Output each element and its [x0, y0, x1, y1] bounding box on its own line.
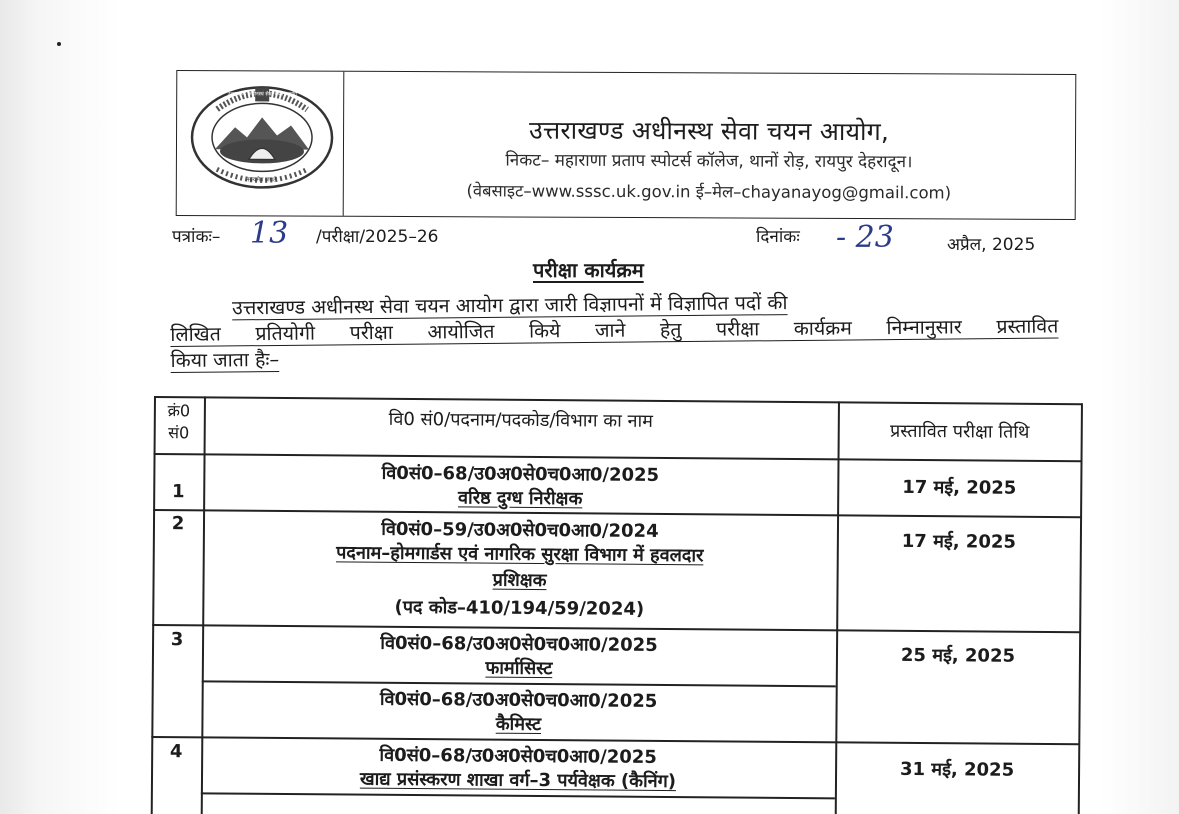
row-4-exam-date: 31 मई, 2025 — [899, 758, 1015, 781]
header-post-details: वि0 सं0/पदनाम/पदकोड/विभाग का नाम — [388, 408, 654, 432]
letter-number-label: पत्रांकः– — [172, 227, 221, 247]
exam-schedule-table — [151, 396, 1084, 814]
row-3-advertisement-a: वि0सं0–68/उ0अ0से0च0आ0/2025 — [380, 632, 658, 656]
row-3-advertisement-b: वि0सं0–68/उ0अ0से0च0आ0/2025 — [379, 688, 658, 712]
row-3-post-b: कैमिस्ट — [495, 713, 542, 736]
letter-number-handwritten: 13 — [250, 216, 289, 251]
organisation-address: निकट– महाराणा प्रताप स्पोटर्स कॉलेज, थानों रोड़, रायपुर देहरादून। — [505, 150, 913, 173]
row-1-advertisement: वि0सं0–68/उ0अ0से0च0आ0/2025 — [381, 462, 660, 486]
seal-motto: सत्यमेव जयते — [247, 176, 277, 184]
intro-paragraph — [170, 287, 1059, 374]
logo-cell — [177, 71, 345, 216]
date-label: दिनांकः — [756, 227, 800, 247]
date-handwritten: - 23 — [836, 220, 894, 255]
seal-caption: उत्तराखण्ड अधीनस्थ सेवा चयन आयोग — [227, 91, 297, 98]
stray-mark — [57, 42, 61, 46]
row-1-exam-date: 17 मई, 2025 — [902, 476, 1017, 499]
row-1-serial: 1 — [171, 481, 185, 503]
commission-seal-logo — [187, 79, 337, 192]
row-3-exam-date: 25 मई, 2025 — [900, 644, 1016, 667]
row-2-advertisement: वि0सं0–59/उ0अ0से0च0आ0/2024 — [381, 518, 659, 542]
row-3-serial: 3 — [170, 629, 184, 651]
row-2-exam-date: 17 मई, 2025 — [901, 530, 1017, 553]
header-serial-line-1: क्रं0 — [167, 401, 191, 421]
intro-line-1: उत्तराखण्ड अधीनस्थ सेवा चयन आयोग द्वारा जारी विज्ञापनों में विज्ञापित पदों की — [232, 291, 788, 320]
row-2-post-code: (पद कोड–410/194/59/2024) — [394, 596, 645, 620]
letterhead — [176, 70, 1077, 220]
header-proposed-date: प्रस्तावित परीक्षा तिथि — [889, 420, 1030, 443]
row-4-advertisement: वि0सं0–68/उ0अ0से0च0आ0/2025 — [379, 744, 657, 768]
row-2-serial: 2 — [171, 513, 185, 535]
row-3-post-a: फार्मासिस्ट — [485, 657, 553, 680]
date-month-year: अप्रैल, 2025 — [947, 235, 1036, 255]
row-4-post: खाद्य प्रसंस्करण शाखा वर्ग–3 पर्यवेक्षक (कैनिंग) — [359, 768, 677, 793]
row-2-post-line-1: पदनाम–होमगार्डस एवं नागरिक सुरक्षा विभाग में हवलदार — [336, 542, 704, 567]
intro-line-3: किया जाता हैः– — [170, 347, 280, 372]
organisation-contact: (वेबसाइट–www.sssc.uk.gov.in ई–मेल–chayanayog@gmail.com) — [466, 181, 952, 203]
page-title: परीक्षा कार्यक्रम — [533, 258, 644, 282]
row-2-post-line-2: प्रशिक्षक — [492, 569, 547, 592]
organisation-name: उत्तराखण्ड अधीनस्थ सेवा चयन आयोग, — [528, 115, 890, 147]
header-serial — [154, 400, 204, 444]
row-1-post: वरिष्ठ दुग्ध निरीक्षक — [457, 487, 583, 510]
row-4-serial: 4 — [169, 741, 183, 763]
letter-number-suffix: /परीक्षा/2025–26 — [316, 227, 439, 247]
intro-line-2: लिखित प्रतियोगी परीक्षा आयोजित किये जाने हेतु परीक्षा कार्यक्रम निम्नानुसार प्रस्तावित — [170, 314, 1059, 346]
header-serial-line-2: सं0 — [168, 423, 190, 443]
letterhead-text — [343, 72, 1076, 219]
